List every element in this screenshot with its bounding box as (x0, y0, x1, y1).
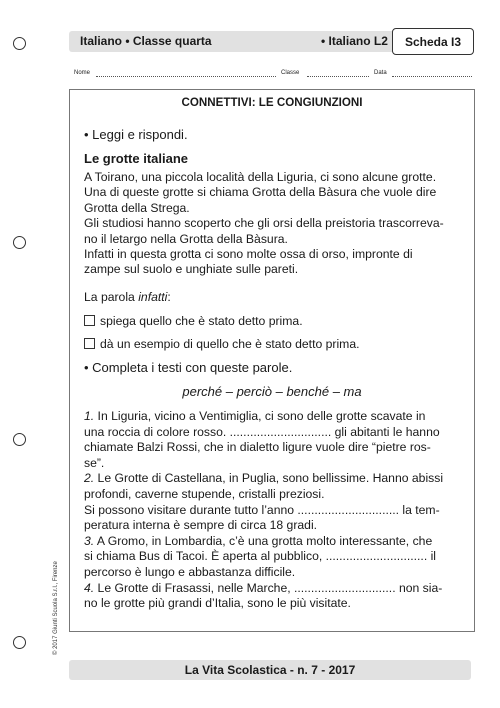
story-line: Grotta della Strega. (84, 200, 190, 215)
exercise-text-line: Si possono visitare durante tutto l’anno .............................. la tem- (84, 502, 440, 517)
checkbox[interactable] (84, 315, 95, 326)
exercise-number: 4. (84, 580, 95, 595)
exercise-text-line: A Gromo, in Lombardia, c’è una grotta molto interessante, che (94, 533, 433, 548)
header-bar (69, 31, 471, 52)
binder-hole-middle (13, 236, 26, 249)
instruction-read-answer: • Leggi e rispondi. (84, 127, 188, 142)
exercise-text-line: una roccia di colore rosso. .............................. gli abitanti le hanno (84, 424, 440, 439)
exercise-text-line: chiamate Balzi Rossi, che in dialetto ligure vuole dire “pietre ros- (84, 440, 431, 455)
story-line: zampe sul suolo e unghiate sulle pareti. (84, 262, 299, 277)
exercise-line (84, 409, 425, 423)
exercise-line (84, 440, 431, 454)
subject-class-label: Italiano • Classe quarta (80, 34, 212, 48)
option-2[interactable] (84, 337, 359, 351)
option-1-label: spiega quello che è stato detto prima. (100, 314, 303, 328)
exercise-text-line: percorso è lungo e abbastanza difficile. (84, 565, 296, 579)
exercise-line (84, 425, 440, 439)
exercise-number: 1. (84, 409, 95, 423)
exercise-text-line: se”. (84, 455, 105, 470)
worksheet-title: CONNETTIVI: LE CONGIUNZIONI (181, 96, 363, 109)
story-line: Una di queste grotte si chiama Grotta della Bàsura che vuole dire (84, 185, 437, 200)
question-suffix: : (167, 290, 171, 304)
exercise-line (84, 518, 317, 532)
exercise-text-line: profondi, caverne stupende, cristalli preziosi. (84, 487, 325, 501)
exercise-text-line: Le Grotte di Castellana, in Puglia, sono bellissime. Hanno abissi (94, 471, 444, 486)
exercise-number: 2. (84, 471, 95, 486)
binder-hole-lower (13, 433, 26, 446)
story-line: Infatti in questa grotta ci sono molte ossa di orso, impronte di (84, 247, 413, 261)
exercise-line (84, 596, 351, 610)
question-line (84, 290, 171, 304)
option-1[interactable] (84, 314, 303, 328)
story-title: Le grotte italiane (84, 151, 189, 166)
exercise-text-line: peratura interna è sempre di circa 18 gradi. (84, 518, 318, 533)
word-bank: perché – perciò – benché – ma (182, 384, 362, 399)
exercise-line (84, 549, 436, 563)
nome-label: Nome (74, 70, 91, 76)
option-2-label: dà un esempio di quello che è stato detto prima. (100, 337, 360, 351)
binder-hole-bottom (13, 636, 26, 649)
binder-hole-top (13, 37, 26, 50)
story-line: no il letargo nella Grotta della Bàsura. (84, 231, 288, 246)
nome-line (96, 76, 276, 77)
student-info-row (74, 70, 474, 80)
exercise-line (84, 581, 442, 595)
exercise-text-line: no le grotte più grandi d’Italia, sono le più visitate. (84, 596, 351, 611)
exercise-line (84, 565, 295, 579)
question-prefix: La parola (84, 290, 139, 304)
story-line: Gli studiosi hanno scoperto che gli orsi della preistoria trascorreva- (84, 216, 444, 231)
instruction-complete: • Completa i testi con queste parole. (84, 360, 293, 375)
story-line: A Toirano, una piccola località della Liguria, ci sono alcune grotte. (84, 170, 437, 184)
footer-bar: La Vita Scolastica - n. 7 - 2017 (69, 660, 471, 680)
exercise-line (84, 534, 432, 548)
copyright-notice: © 2017 Giunti Scuola S.r.l., Firenze (53, 561, 59, 655)
worksheet-badge: Scheda I3 (392, 28, 474, 55)
checkbox[interactable] (84, 338, 95, 349)
data-label: Data (374, 70, 387, 76)
exercise-number: 3. (84, 533, 95, 548)
exercise-text-line: si chiama Bus di Tacoi. È aperta al pubblico, .............................. il (84, 549, 437, 564)
data-line (392, 76, 472, 77)
classe-line (307, 76, 369, 77)
exercise-line (84, 487, 325, 501)
exercise-line (84, 503, 440, 517)
exercise-line (84, 471, 443, 485)
language-label: • Italiano L2 (321, 34, 388, 48)
exercise-line (84, 456, 104, 470)
exercise-text-line: Le Grotte di Frasassi, nelle Marche, .............................. non sia- (94, 580, 443, 595)
question-word: infatti (138, 290, 168, 304)
classe-label: Classe (281, 70, 300, 76)
exercise-text-line: In Liguria, vicino a Ventimiglia, ci sono delle grotte scavate in (94, 409, 426, 423)
